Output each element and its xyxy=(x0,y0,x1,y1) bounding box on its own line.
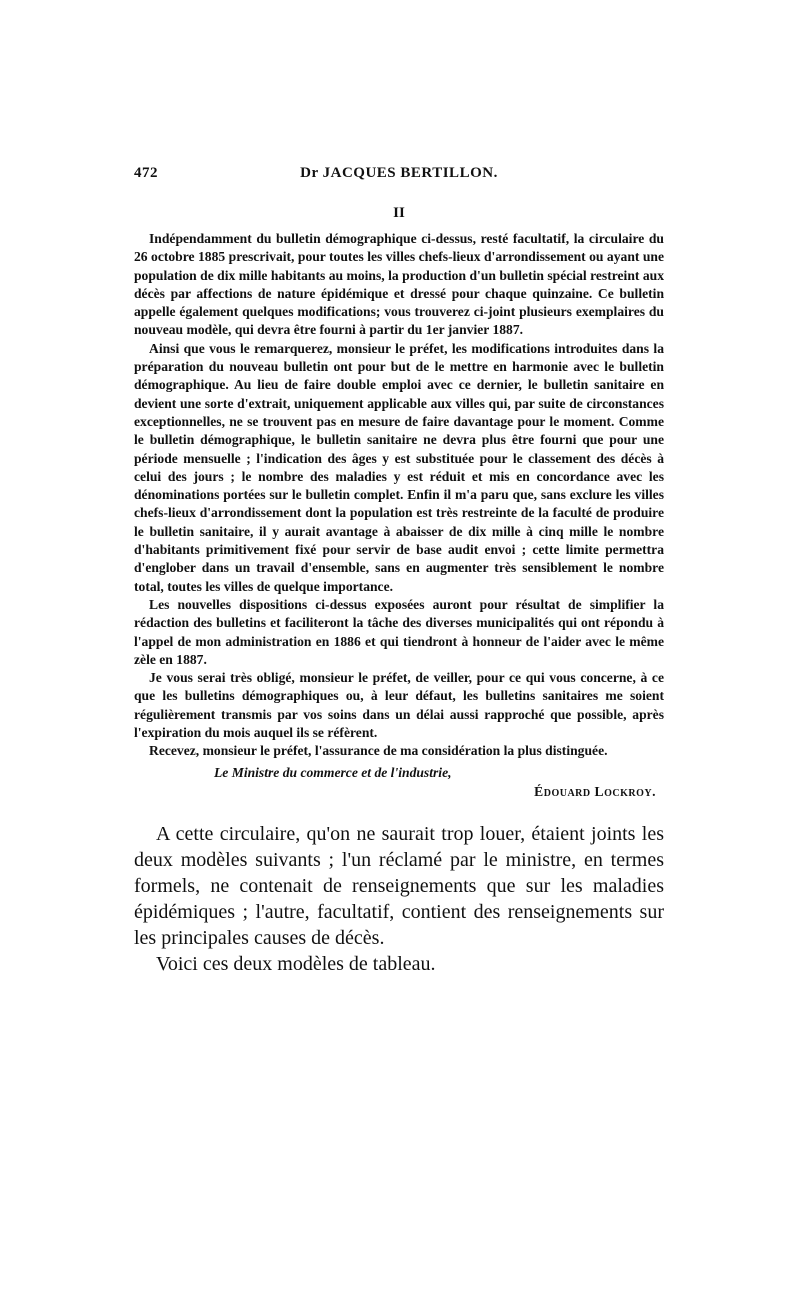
letter-paragraph: Recevez, monsieur le préfet, l'assurance de ma considération la plus distinguée. xyxy=(149,743,608,759)
section-number: II xyxy=(393,205,405,221)
letter-paragraph: Je vous serai très obligé, monsieur le préfet, de veiller, pour ce qui vous concerne, à ce que les bulletins démographiques ou, à leur défaut, les bulletins sanitaires me soient régulièrement transmis par vos soins dans un délai aussi rapproché que possible, après l'expiration du mois auquel ils se réfèrent. xyxy=(134,670,664,741)
letter-paragraph: Les nouvelles dispositions ci-dessus exposées auront pour résultat de simplifier la rédaction des bulletins et faciliteront la tâche des diverses municipalités qui ont répondu à l'appel de mon administration en 1886 et qui tiendront à honneur de l'aider avec le même zèle en 1887. xyxy=(134,596,664,667)
signature-name: Édouard Lockroy. xyxy=(534,783,656,799)
commentary-paragraph: A cette circulaire, qu'on ne saurait trop louer, étaient joints les deux modèles suivants ; l'un réclamé par le ministre, en termes formels, ne contenait de renseignements que sur les maladies épidémiques ; l'autre, facultatif, contient des renseignements sur les principales causes de décès. xyxy=(134,822,664,949)
page-number: 472 xyxy=(134,165,158,181)
letter-paragraph: Ainsi que vous le remarquerez, monsieur le préfet, les modifications introduites dans la préparation du nouveau bulletin ont pour but de le mettre en harmonie avec le bulletin démographique. Au lieu de faire double emploi avec ce dernier, le bulletin sanitaire en devient une sorte d'extrait, uniquement applicable aux villes qui, par suite de circonstances exceptionnelles, ne se trouvent pas en mesure de faire davantage pour le moment. Comme le bulletin démographique, le bulletin sanitaire ne devra plus être fourni que pour une période mensuelle ; l'indication des âges y est substituée pour le classement des décès à celui des jours ; le nombre des maladies y est réduit et mis en concordance avec les dénominations portées sur le bulletin complet. Enfin il m'a paru que, sans exclure les villes chefs-lieux d'arrondissement dont la population est très restreinte de la faculté de produire le bulletin sanitaire, il y aurait avantage à abaisser de dix mille à cinq mille le nombre d'habitants primitivement fixé pour servir de base audit envoi ; cette limite permettra d'englober dans un travail d'ensemble, sans en augmenter très sensiblement le nombre total, toutes les villes de quelque importance. xyxy=(134,340,664,594)
page xyxy=(134,165,664,977)
circular-letter xyxy=(134,230,664,801)
signature-title: Le Ministre du commerce et de l'industrie, xyxy=(214,764,452,780)
signature-block xyxy=(134,763,664,801)
commentary xyxy=(134,821,664,977)
running-head xyxy=(134,165,664,193)
letter-paragraph: Indépendamment du bulletin démographique ci-dessus, resté facultatif, la circulaire du 26 octobre 1885 prescrivait, pour toutes les villes chefs-lieux d'arrondissement ou ayant une population de dix mille habitants au moins, la production d'un bulletin spécial restreint aux décès par affections de nature épidémique et dressé pour chaque quinzaine. Ce bulletin appelle également quelques modifications; vous trouverez ci-joint plusieurs exemplaires du nouveau modèle, qui devra être fourni à partir du 1er janvier 1887. xyxy=(134,231,664,338)
commentary-paragraph: Voici ces deux modèles de tableau. xyxy=(156,952,436,975)
running-title: Dr JACQUES BERTILLON. xyxy=(300,165,498,181)
